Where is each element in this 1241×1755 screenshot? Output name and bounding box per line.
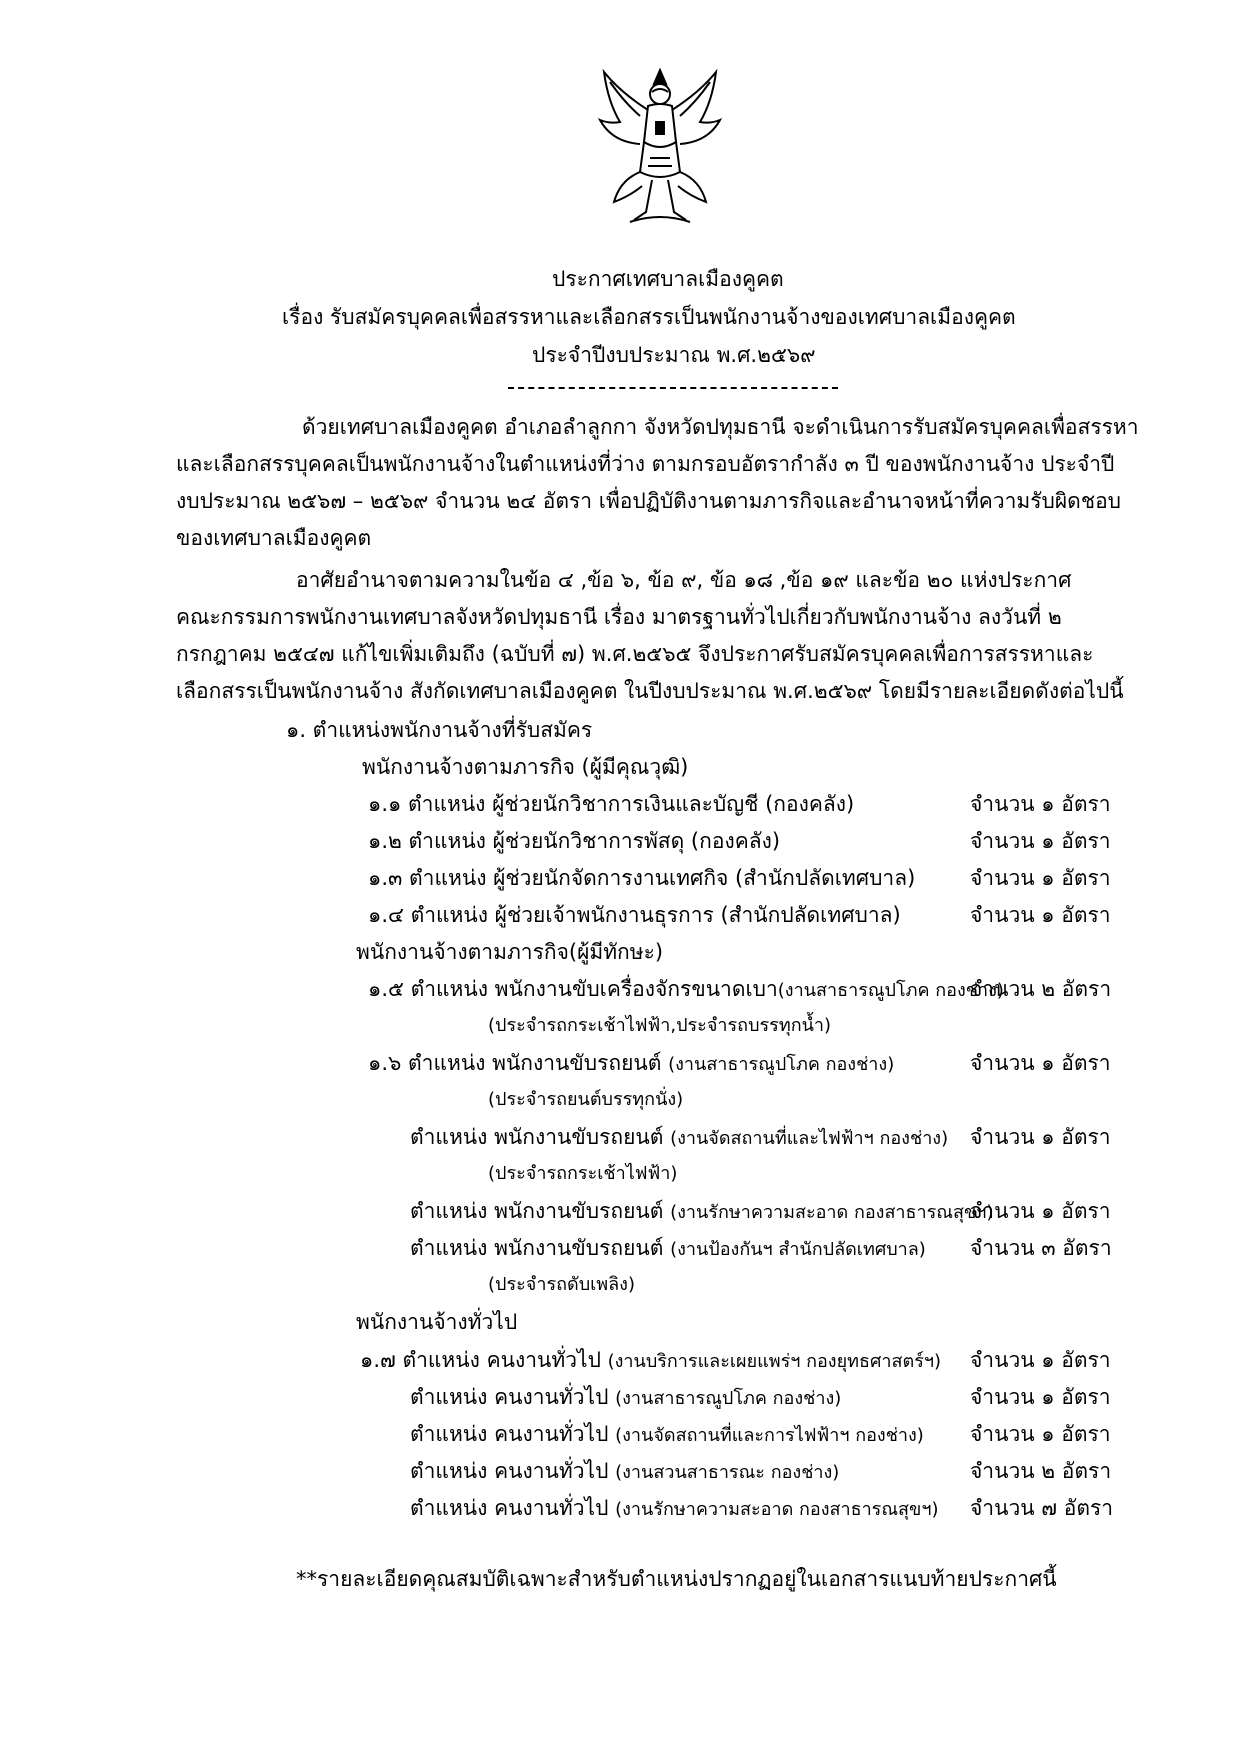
position-worker-electric-count: จำนวน ๑ อัตรา xyxy=(970,1422,1111,1446)
group-qualified: พนักงานจ้างตามภารกิจ (ผู้มีคุณวุฒิ) xyxy=(362,755,689,779)
position-1-5-unit: (งานสาธารณูปโภค กองช่าง) xyxy=(777,980,1004,1001)
para2-line4: เลือกสรรเป็นพนักงานจ้าง สังกัดเทศบาลเมืองคูคต ในปีงบประมาณ พ.ศ.๒๕๖๙ โดยมีรายละเอียดดังต่อไปนี้ xyxy=(176,679,1124,703)
position-worker-cleaning-count: จำนวน ๗ อัตรา xyxy=(970,1496,1114,1520)
para1-line1: ด้วยเทศบาลเมืองคูคต อำเภอลำลูกกา จังหวัดปทุมธานี จะดำเนินการรับสมัครบุคคลเพื่อสรรหา xyxy=(302,415,1139,439)
fiscal-year: ประจำปีงบประมาณ พ.ศ.๒๕๖๙ xyxy=(532,343,816,367)
position-1-6-title: ๑.๖ ตำแหน่ง พนักงานขับรถยนต์ xyxy=(368,1051,662,1075)
position-worker-park-count: จำนวน ๒ อัตรา xyxy=(970,1459,1112,1483)
position-driver-fire-note: (ประจำรถดับเพลิง) xyxy=(488,1274,635,1295)
footnote: **รายละเอียดคุณสมบัติเฉพาะสำหรับตำแหน่งปรากฏอยู่ในเอกสารแนบท้ายประกาศนี้ xyxy=(296,1567,1057,1591)
position-driver-electric-count: จำนวน ๑ อัตรา xyxy=(970,1125,1111,1149)
position-1-5-title: ๑.๕ ตำแหน่ง พนักงานขับเครื่องจักรขนาดเบา xyxy=(368,977,778,1001)
position-driver-fire-title: ตำแหน่ง พนักงานขับรถยนต์ xyxy=(410,1236,664,1260)
group-general: พนักงานจ้างทั่วไป xyxy=(356,1310,518,1334)
position-worker-park-title: ตำแหน่ง คนงานทั่วไป xyxy=(410,1459,609,1483)
announcement-title: ประกาศเทศบาลเมืองคูคต xyxy=(552,267,784,291)
position-1-2: ๑.๒ ตำแหน่ง ผู้ช่วยนักวิชาการพัสดุ (กองคลัง) xyxy=(368,829,781,853)
position-driver-electric xyxy=(410,1122,948,1154)
position-1-4-count: จำนวน ๑ อัตรา xyxy=(970,903,1111,927)
position-driver-electric-unit: (งานจัดสถานที่และไฟฟ้าฯ กองช่าง) xyxy=(670,1128,949,1149)
position-driver-electric-note: (ประจำรถกระเช้าไฟฟ้า) xyxy=(488,1163,678,1184)
position-worker-electric-title: ตำแหน่ง คนงานทั่วไป xyxy=(410,1422,609,1446)
position-1-7-count: จำนวน ๑ อัตรา xyxy=(970,1348,1111,1372)
position-driver-cleaning-unit: (งานรักษาความสะอาด กองสาธารณสุขฯ) xyxy=(670,1202,994,1223)
para2-line1: อาศัยอำนาจตามความในข้อ ๔ ,ข้อ ๖, ข้อ ๙, ข้อ ๑๘ ,ข้อ ๑๙ และข้อ ๒๐ แห่งประกาศ xyxy=(296,568,1072,592)
position-worker-cleaning-unit: (งานรักษาความสะอาด กองสาธารณสุขฯ) xyxy=(615,1499,939,1520)
garuda-emblem xyxy=(590,62,730,232)
position-1-7-title: ๑.๗ ตำแหน่ง คนงานทั่วไป xyxy=(360,1348,601,1372)
position-worker-utility-title: ตำแหน่ง คนงานทั่วไป xyxy=(410,1385,609,1409)
position-worker-utility-unit: (งานสาธารณูปโภค กองช่าง) xyxy=(615,1388,842,1409)
position-1-7-unit: (งานบริการและเผยแพร่ฯ กองยุทธศาสตร์ฯ) xyxy=(607,1351,941,1372)
position-worker-electric-unit: (งานจัดสถานที่และการไฟฟ้าฯ กองช่าง) xyxy=(615,1425,924,1446)
header-divider xyxy=(508,387,838,389)
para1-line3: งบประมาณ ๒๕๖๗ – ๒๕๖๙ จำนวน ๒๔ อัตรา เพื่อปฏิบัติงานตามภารกิจและอำนาจหน้าที่ความรับผิดชอบ xyxy=(176,489,1122,513)
announcement-subject: เรื่อง รับสมัครบุคคลเพื่อสรรหาและเลือกสรรเป็นพนักงานจ้างของเทศบาลเมืองคูคต xyxy=(282,305,1016,329)
position-1-4: ๑.๔ ตำแหน่ง ผู้ช่วยเจ้าพนักงานธุรการ (สำนักปลัดเทศบาล) xyxy=(368,903,901,927)
section-heading: ๑. ตำแหน่งพนักงานจ้างที่รับสมัคร xyxy=(286,718,593,742)
position-driver-cleaning-count: จำนวน ๑ อัตรา xyxy=(970,1199,1111,1223)
para1-line2: และเลือกสรรบุคคลเป็นพนักงานจ้างในตำแหน่งที่ว่าง ตามกรอบอัตรากำลัง ๓ ปี ของพนักงานจ้าง ประจำปี xyxy=(176,452,1115,476)
position-driver-fire xyxy=(410,1233,926,1265)
position-1-5-count: จำนวน ๒ อัตรา xyxy=(970,977,1112,1001)
group-skilled: พนักงานจ้างตามภารกิจ(ผู้มีทักษะ) xyxy=(356,940,664,964)
position-driver-cleaning-title: ตำแหน่ง พนักงานขับรถยนต์ xyxy=(410,1199,664,1223)
position-1-1: ๑.๑ ตำแหน่ง ผู้ช่วยนักวิชาการเงินและบัญชี (กองคลัง) xyxy=(368,792,855,816)
position-1-6 xyxy=(368,1048,894,1080)
position-worker-park-unit: (งานสวนสาธารณะ กองช่าง) xyxy=(615,1462,840,1483)
para2-line3: กรกฎาคม ๒๕๔๗ แก้ไขเพิ่มเติมถึง (ฉบับที่ ๗) พ.ศ.๒๕๖๕ จึงประกาศรับสมัครบุคคลเพื่อการสรรหาและ xyxy=(176,642,1094,666)
position-driver-electric-title: ตำแหน่ง พนักงานขับรถยนต์ xyxy=(410,1125,664,1149)
position-1-1-count: จำนวน ๑ อัตรา xyxy=(970,792,1111,816)
position-1-3-count: จำนวน ๑ อัตรา xyxy=(970,866,1111,890)
position-1-5 xyxy=(368,974,1004,1006)
position-worker-cleaning xyxy=(410,1493,938,1525)
position-driver-fire-unit: (งานป้องกันฯ สำนักปลัดเทศบาล) xyxy=(670,1239,926,1260)
position-worker-cleaning-title: ตำแหน่ง คนงานทั่วไป xyxy=(410,1496,609,1520)
position-1-5-note: (ประจำรถกระเช้าไฟฟ้า,ประจำรถบรรทุกน้ำ) xyxy=(488,1015,832,1036)
position-1-2-count: จำนวน ๑ อัตรา xyxy=(970,829,1111,853)
position-1-6-count: จำนวน ๑ อัตรา xyxy=(970,1051,1111,1075)
position-worker-utility xyxy=(410,1382,841,1414)
position-driver-cleaning xyxy=(410,1196,993,1228)
position-1-7 xyxy=(360,1345,941,1377)
position-1-6-note: (ประจำรถยนต์บรรทุกนั่ง) xyxy=(488,1089,684,1110)
position-1-3: ๑.๓ ตำแหน่ง ผู้ช่วยนักจัดการงานเทศกิจ (สำนักปลัดเทศบาล) xyxy=(368,866,916,890)
position-worker-park xyxy=(410,1456,839,1488)
para2-line2: คณะกรรมการพนักงานเทศบาลจังหวัดปทุมธานี เรื่อง มาตรฐานทั่วไปเกี่ยวกับพนักงานจ้าง ลงวันที่ ๒ xyxy=(176,605,1062,629)
position-1-6-unit: (งานสาธารณูปโภค กองช่าง) xyxy=(668,1054,895,1075)
para1-line4: ของเทศบาลเมืองคูคต xyxy=(176,526,372,550)
position-worker-electric xyxy=(410,1419,924,1451)
position-worker-utility-count: จำนวน ๑ อัตรา xyxy=(970,1385,1111,1409)
position-driver-fire-count: จำนวน ๓ อัตรา xyxy=(970,1236,1112,1260)
